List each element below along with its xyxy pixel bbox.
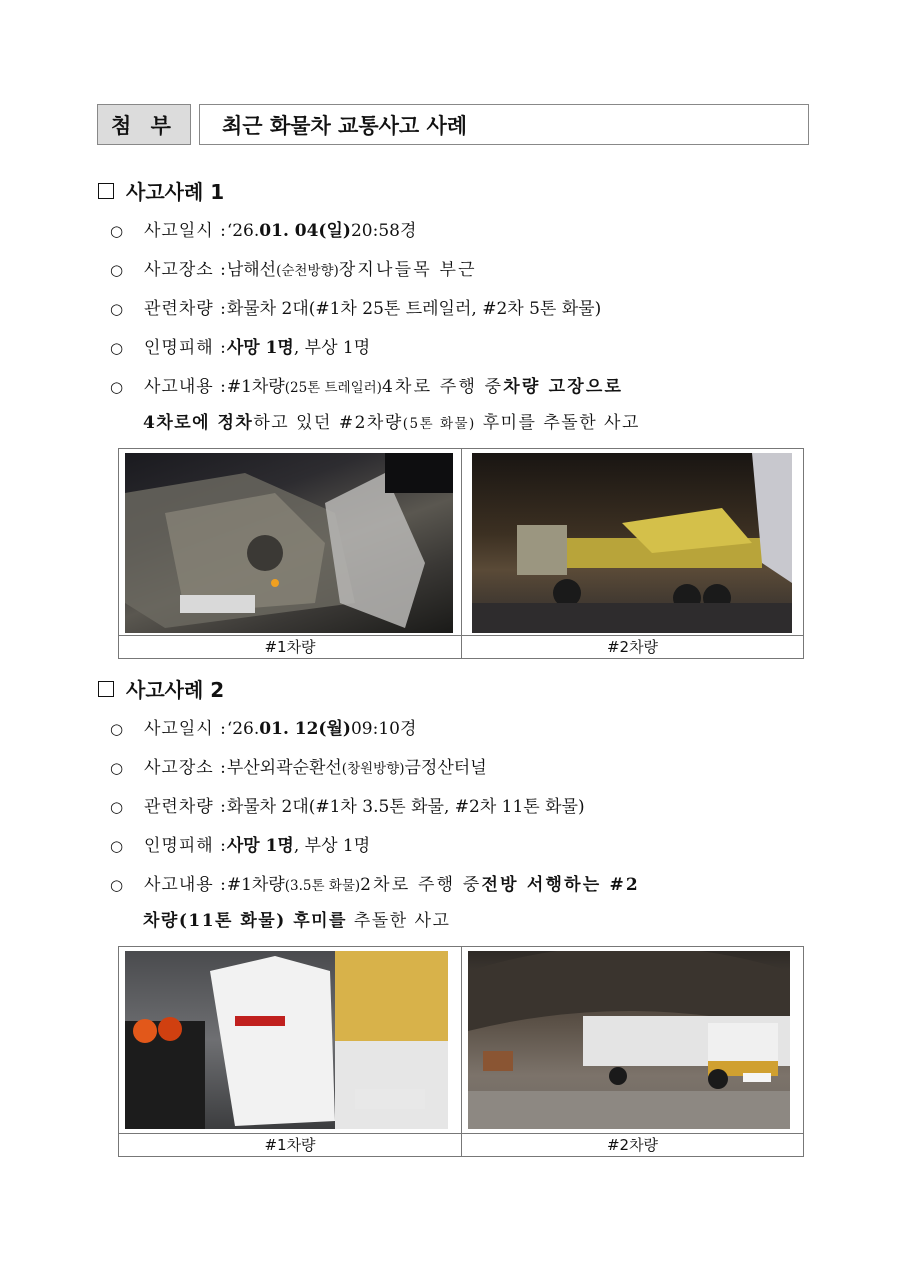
case-2-vehicles: ○ 관련차량 : 화물차 2대(#1차 3.5톤 화물, #2차 11톤 화물) [110, 797, 585, 817]
case-1-content-line2: 4차로에 정차하고 있던 #2차량(5톤 화물) 후미를 추돌한 사고 [143, 413, 640, 433]
case-1-casualties: ○ 인명피해 : 사망 1명 , 부상 1명 [110, 338, 371, 358]
bullet-icon: ○ [110, 720, 124, 738]
checkbox-square-icon [98, 681, 114, 697]
caption-1: #1차량 [119, 635, 461, 657]
bullet-icon: ○ [110, 837, 124, 855]
caption-3: #1차량 [119, 1133, 461, 1155]
case-2-heading [98, 674, 224, 703]
case-1-date: ○ 사고일시 : ‘26. 01. 04(일) 20:58경 [110, 221, 417, 241]
case-2-date: ○ 사고일시 : ‘26. 01. 12(월) 09:10경 [110, 719, 417, 739]
bullet-icon: ○ [110, 378, 124, 396]
case-1-title: 사고사례 1 [126, 180, 225, 204]
checkbox-square-icon [98, 183, 114, 199]
attachment-tag: 첨 부 [97, 104, 191, 145]
caption-2: #2차량 [462, 635, 803, 657]
accident-photo-trailer-wreck [125, 453, 453, 633]
bullet-icon: ○ [110, 759, 124, 777]
photo-cell-3 [119, 947, 462, 1156]
bullet-icon: ○ [110, 222, 124, 240]
case-2-content-line2: 차량(11톤 화물) 후미를 추돌한 사고 [143, 911, 451, 931]
case-1-place: ○ 사고장소 : 남해선 (순천방향) 장지나들목 부근 [110, 260, 477, 280]
bullet-icon: ○ [110, 261, 124, 279]
accident-photo-cab-crash [125, 951, 448, 1129]
case-2-place: ○ 사고장소 : 부산외곽순환선 (창원방향) 금정산터널 [110, 758, 487, 778]
accident-photo-truck-night [472, 453, 792, 633]
bullet-icon: ○ [110, 876, 124, 894]
case-1-photo-table [118, 448, 804, 659]
case-2-content: ○ 사고내용 : #1차량 (3.5톤 화물) 2차로 주행 중 전방 서행하는 #2 [110, 875, 640, 895]
bullet-icon: ○ [110, 339, 124, 357]
accident-photo-tunnel [468, 951, 790, 1129]
case-1-content: ○ 사고내용 : #1차량 (25톤 트레일러) 4차로 주행 중 차량 고장으로 [110, 377, 624, 397]
case-1-vehicles: ○ 관련차량 : 화물차 2대(#1차 25톤 트레일러, #2차 5톤 화물) [110, 299, 602, 319]
bullet-icon: ○ [110, 300, 124, 318]
photo-cell-4 [462, 947, 803, 1156]
caption-4: #2차량 [462, 1133, 803, 1155]
case-2-photo-table [118, 946, 804, 1157]
case-2-casualties: ○ 인명피해 : 사망 1명 , 부상 1명 [110, 836, 371, 856]
photo-cell-1 [119, 449, 462, 658]
photo-cell-2 [462, 449, 803, 658]
case-2-title: 사고사례 2 [126, 678, 225, 702]
document-title: 최근 화물차 교통사고 사례 [199, 104, 809, 145]
case-1-heading [98, 176, 224, 205]
bullet-icon: ○ [110, 798, 124, 816]
